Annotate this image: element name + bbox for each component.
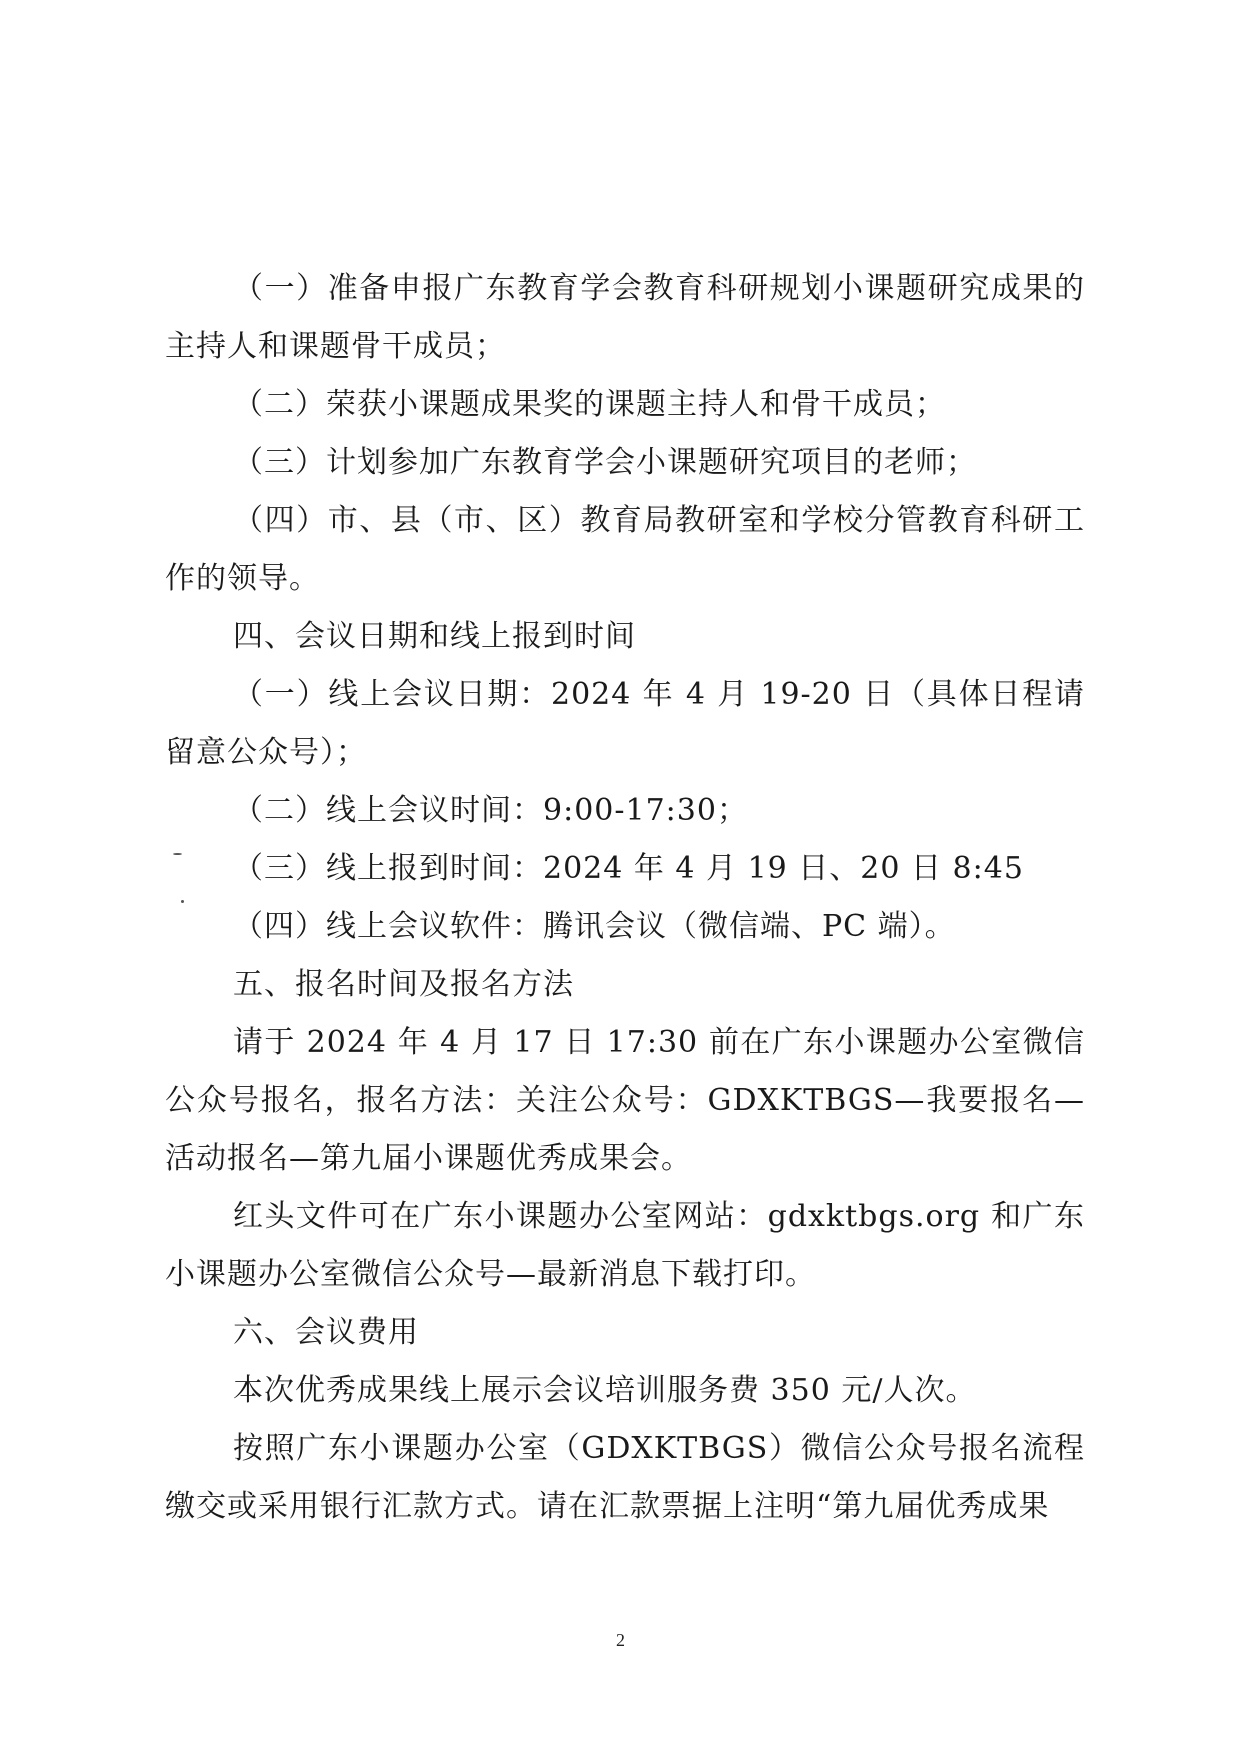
list-item-participant-4: （四）市、县（市、区）教育局教研室和学校分管教育科研工作的领导。 — [165, 503, 1085, 596]
paragraph-payment-method: 按照广东小课题办公室（GDXKTBGS）微信公众号报名流程缴交或采用银行汇款方式。请在汇款票据上注明“第九届优秀成果 — [165, 1431, 1085, 1524]
paragraph-document-download: 红头文件可在广东小课题办公室网站：gdxktbgs.org 和广东小课题办公室微信公众号—最新消息下载打印。 — [165, 1199, 1085, 1292]
list-item-meeting-time: （二）线上会议时间：9:00-17:30； — [233, 793, 748, 828]
paragraph-service-fee: 本次优秀成果线上展示会议培训服务费 350 元/人次。 — [233, 1373, 977, 1408]
section-heading-fees: 六、会议费用 — [233, 1315, 419, 1350]
page-number: 2 — [616, 1630, 625, 1650]
paragraph-registration-method: 请于 2024 年 4 月 17 日 17:30 前在广东小课题办公室微信公众号报名，报名方法：关注公众号：GDXKTBGS—我要报名—活动报名—第九届小课题优秀成果会。 — [165, 1025, 1085, 1176]
list-item-participant-1: （一）准备申报广东教育学会教育科研规划小课题研究成果的主持人和课题骨干成员； — [165, 271, 1085, 364]
list-item-meeting-software: （四）线上会议软件：腾讯会议（微信端、PC 端）。 — [233, 909, 956, 944]
section-heading-registration: 五、报名时间及报名方法 — [233, 967, 574, 1002]
scan-speck — [173, 853, 182, 855]
list-item-checkin-time: （三）线上报到时间：2024 年 4 月 19 日、20 日 8:45 — [233, 851, 1024, 886]
section-heading-meeting-date: 四、会议日期和线上报到时间 — [233, 619, 636, 654]
scan-speck — [181, 900, 184, 903]
list-item-meeting-date: （一）线上会议日期：2024 年 4 月 19-20 日（具体日程请留意公众号）； — [165, 677, 1085, 770]
document-body — [165, 260, 1085, 1536]
list-item-participant-3: （三）计划参加广东教育学会小课题研究项目的老师； — [233, 445, 977, 480]
list-item-participant-2: （二）荣获小课题成果奖的课题主持人和骨干成员； — [233, 387, 946, 422]
